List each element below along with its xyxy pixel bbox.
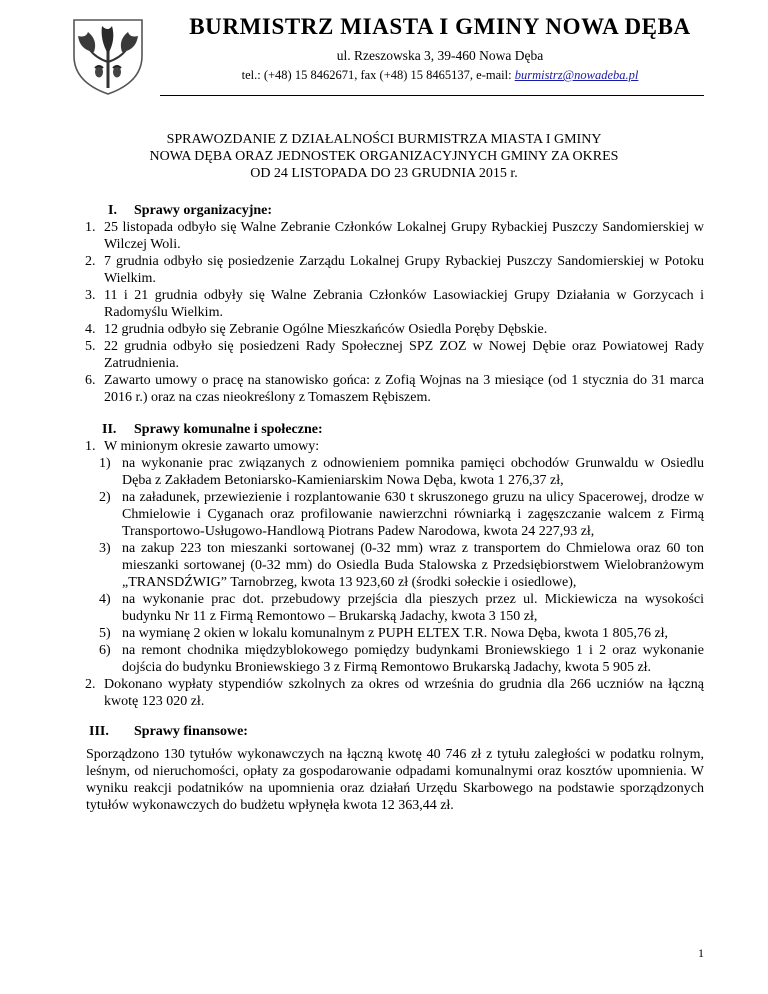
- item-number: 3.: [85, 288, 96, 303]
- section-heading-organizational: [86, 202, 704, 219]
- item-number: 2.: [85, 254, 96, 269]
- section-numeral: I.: [108, 203, 117, 218]
- item-text: 11 i 21 grudnia odbyły się Walne Zebrania Członków Lasowiackiej Grupy Działania w Gorzycach i Radomyślu Wielkim.: [104, 288, 704, 320]
- letterhead: [0, 0, 768, 100]
- item-text: 22 grudnia odbyło się posiedzeni Rady Społecznej SPZ ZOZ w Nowej Dębie oraz Powiatowej Rady Zatrudnienia.: [104, 339, 704, 371]
- report-body: [86, 202, 704, 814]
- email-link[interactable]: burmistrz@nowadeba.pl: [514, 68, 639, 82]
- sub-list-item: [86, 540, 704, 591]
- section-title: Sprawy komunalne i społeczne:: [134, 422, 323, 437]
- page-number: 1: [698, 946, 704, 960]
- item-number: 5.: [85, 339, 96, 354]
- office-contact: [160, 68, 720, 83]
- item-number: 1.: [85, 439, 96, 454]
- report-title-line: NOWA DĘBA ORAZ JEDNOSTEK ORGANIZACYJNYCH GMINY ZA OKRES: [149, 149, 619, 164]
- list-item: [86, 219, 704, 253]
- sub-item-text: na wykonanie prac związanych z odnowieniem pomnika pamięci obchodów Grunwaldu w Osiedlu Dęba z Zakładem Betoniarsko-Kamieniarskim Nowa Dęba, kwota 1 276,37 zł,: [122, 456, 704, 488]
- sub-item-number: 6): [99, 643, 111, 658]
- item-text: Zawarto umowy o pracę na stanowisko gońca: z Zofią Wojnas na 3 miesiące (od 1 stycznia do 31 marca 2016 r.) oraz na czas nieokreślony z Tomaszem Rębiszem.: [104, 373, 704, 405]
- report-title: [80, 131, 688, 182]
- sub-item-number: 2): [99, 490, 111, 505]
- report-title-line: SPRAWOZDANIE Z DZIAŁALNOŚCI BURMISTRZA MIASTA I GMINY: [166, 132, 602, 147]
- item-number: 1.: [85, 220, 96, 235]
- sub-item-text: na załadunek, przewiezienie i rozplantowanie 630 t skruszonego gruzu na ulicy Spacerowej, drodze w Chmielowie i Cyganach oraz profilowanie nawierzchni równiarką i zagęszczanie walcem z Firmą Transportowo-Usługowo-Handlową Piotrans Padew Narodowa, kwota 24 227,93 zł,: [122, 490, 704, 539]
- phone-fax: tel.: (+48) 15 8462671, fax (+48) 15 8465137, e-mail:: [241, 68, 515, 82]
- organizational-list: [86, 219, 704, 406]
- sub-item-text: na remont chodnika międzyblokowego pomiędzy budynkami Broniewskiego 1 i 2 oraz wykonanie dojścia do budynku Broniewskiego 3 z Firmą Remontowo Brukarską Jadachy, kwota 5 905 zł.: [122, 643, 704, 675]
- header-divider: [160, 95, 704, 96]
- item-text: 25 listopada odbyło się Walne Zebranie Członków Lokalnej Grupy Rybackiej Puszczy Sandomierskiej w Wilczej Woli.: [104, 220, 704, 252]
- financial-paragraph: Sporządzono 130 tytułów wykonawczych na łączną kwotę 40 746 zł z tytułu zaległości w podatku rolnym, leśnym, od nieruchomości, opłaty za gospodarowanie odpadami komunalnymi oraz kosztów upomnienia. W wyniku reakcji podatników na upomnienia oraz działań Urzędu Skarbowego na podstawie sporządzonych tytułów wykonawczych do budżetu wpłynęła kwota 12 363,44 zł.: [86, 747, 704, 813]
- sub-list-item: [86, 455, 704, 489]
- communal-list-continued: [86, 676, 704, 710]
- sub-list-item: [86, 591, 704, 625]
- item-text: 7 grudnia odbyło się posiedzenie Zarządu Lokalnej Grupy Rybackiej Puszczy Sandomierskiej w Potoku Wielkim.: [104, 254, 704, 286]
- sub-item-text: na wymianę 2 okien w lokalu komunalnym z PUPH ELTEX T.R. Nowa Dęba, kwota 1 805,76 zł,: [122, 626, 669, 641]
- list-item: [86, 372, 704, 406]
- sub-list-item: [86, 489, 704, 540]
- list-item: [86, 287, 704, 321]
- list-item: [86, 253, 704, 287]
- section-title: Sprawy finansowe:: [134, 724, 248, 739]
- list-item: [86, 338, 704, 372]
- sub-item-number: 3): [99, 541, 111, 556]
- contracts-sublist: [86, 455, 704, 676]
- item-number: 2.: [85, 677, 96, 692]
- section-numeral: II.: [102, 422, 117, 437]
- sub-list-item: [86, 642, 704, 676]
- section-title: Sprawy organizacyjne:: [134, 203, 273, 218]
- communal-list: [86, 438, 704, 455]
- item-text: 12 grudnia odbyło się Zebranie Ogólne Mieszkańców Osiedla Poręby Dębskie.: [104, 322, 548, 337]
- oak-leaves-coat-of-arms-icon: [68, 10, 148, 96]
- sub-item-number: 1): [99, 456, 111, 471]
- item-text: W minionym okresie zawarto umowy:: [104, 439, 320, 454]
- item-text: Dokonano wypłaty stypendiów szkolnych za okres od września do grudnia dla 266 uczniów na łączną kwotę 123 020 zł.: [104, 677, 704, 709]
- list-item: [86, 321, 704, 338]
- sub-list-item: [86, 625, 704, 642]
- sub-item-number: 4): [99, 592, 111, 607]
- section-heading-communal: [86, 421, 704, 438]
- section-numeral: III.: [89, 724, 109, 739]
- item-number: 4.: [85, 322, 96, 337]
- item-number: 6.: [85, 373, 96, 388]
- mayor-title: BURMISTRZ MIASTA I GMINY NOWA DĘBA: [189, 14, 691, 39]
- sub-item-number: 5): [99, 626, 111, 641]
- sub-item-text: na wykonanie prac dot. przebudowy przejścia dla pieszych przez ul. Mickiewicza na wysokości budynku Nr 11 z Firmą Remontowo – Brukarską Jadachy, kwota 3 150 zł,: [122, 592, 704, 624]
- list-item: [86, 676, 704, 710]
- list-item: [86, 438, 704, 455]
- section-heading-financial: [86, 723, 704, 740]
- report-title-line: OD 24 LISTOPADA DO 23 GRUDNIA 2015 r.: [250, 166, 518, 181]
- office-address: ul. Rzeszowska 3, 39-460 Nowa Dęba: [336, 48, 544, 63]
- sub-item-text: na zakup 223 ton mieszanki sortowanej (0-32 mm) wraz z transportem do Chmielowa oraz 60 ton mieszanki sortowanej (0-32 mm) do Osiedla Buda Stalowska z Przedsiębiorstwem Wielobranżowym „TRANSDŹWIG” Tarnobrzeg, kwota 13 923,60 zł (środki sołeckie i osiedlowe),: [122, 541, 704, 590]
